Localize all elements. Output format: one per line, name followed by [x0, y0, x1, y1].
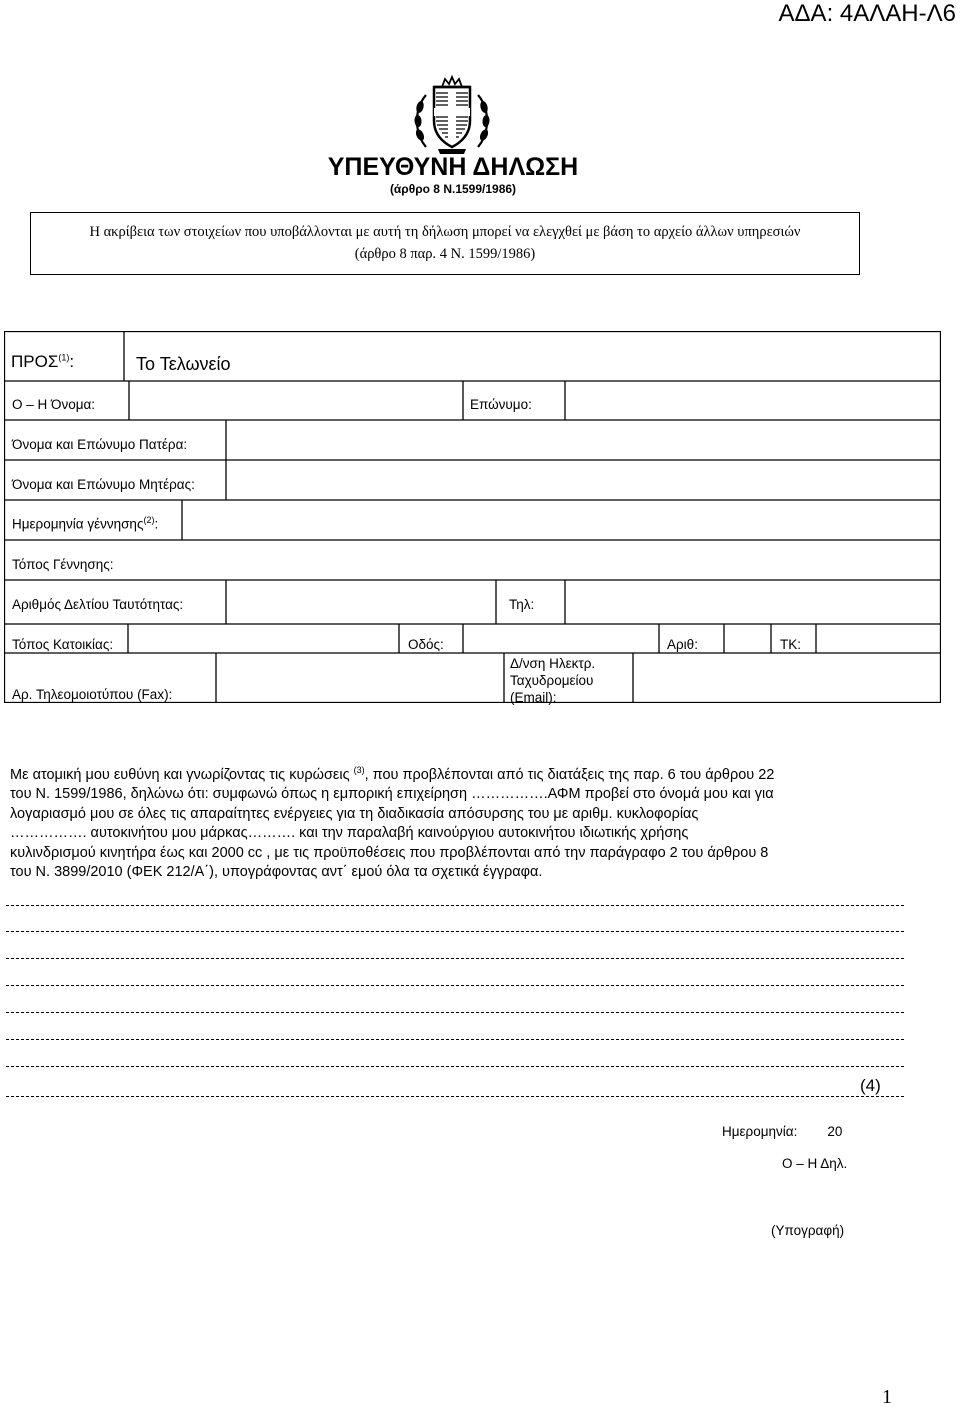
penalties-footnote-ref: (3) — [353, 765, 365, 775]
email-label-line-2: Ταχυδρομείου — [510, 673, 594, 688]
notice-line-2: (άρθρο 8 παρ. 4 Ν. 1599/1986) — [354, 246, 536, 262]
fax-label: Αρ. Τηλεομοιοτύπου (Fax): — [12, 687, 173, 702]
dashed-fill-line — [6, 1012, 904, 1013]
body-line-5: κυλινδρισμού κινητήρα έως και 2000 cc , με τις προϋποθέσεις που προβλέπονται από την παράγραφο 2 του άρθρου 8 — [10, 844, 769, 861]
dashed-fill-line — [6, 985, 904, 986]
signature-label: (Υπογραφή) — [771, 1223, 845, 1238]
document-subtitle: (άρθρο 8 Ν.1599/1986) — [389, 182, 517, 196]
pros-label: ΠΡΟΣ$^{(1)}$: — [11, 352, 75, 371]
email-label-line-1: Δ/νση Ηλεκτρ. — [510, 656, 596, 671]
dashed-fill-line — [6, 958, 904, 959]
document-title: ΥΠΕΥΘΥΝΗ ΔΗΛΩΣΗ — [327, 153, 579, 181]
dashed-fill-line — [6, 1039, 904, 1040]
footnote-4-marker: (4) — [860, 1076, 881, 1095]
dashed-fill-line — [6, 931, 904, 932]
body-line-1: Με ατομική μου ευθύνη και γνωρίζοντας τις κυρώσεις $^{(3)}$, που προβλέπονται από τις διατάξεις της παρ. 6 του άρθρου 22 — [10, 765, 775, 783]
date-label: Ημερομηνία: — [722, 1124, 798, 1139]
dashed-fill-line — [6, 1096, 904, 1097]
declarant-label: Ο – Η Δηλ. — [782, 1156, 848, 1171]
street-number-label: Αριθ: — [667, 637, 698, 652]
accuracy-notice-box — [30, 212, 860, 275]
surname-field-label: Επώνυμο: — [470, 397, 532, 412]
date-line — [722, 1124, 842, 1139]
email-label-line-3: (Email): — [510, 690, 557, 705]
name-field-label: Ο – Η Όνομα: — [12, 397, 96, 412]
greek-coat-of-arms-emblem — [412, 75, 492, 155]
notice-line-1: Η ακρίβεια των στοιχείων που υποβάλλονται με αυτή τη δήλωση μπορεί να ελεγχθεί με βάση το αρχείο άλλων υπηρεσιών — [89, 224, 801, 240]
dashed-fill-line — [6, 1066, 904, 1067]
birthplace-label: Τόπος Γέννησης: — [12, 557, 114, 572]
body-line-6: του Ν. 3899/2010 (ΦΕΚ 212/Α΄), υπογράφοντας αντ΄ εμού όλα τα σχετικά έγγραφα. — [10, 864, 543, 881]
dashed-fill-line — [6, 905, 904, 906]
pros-recipient: Το Τελωνείο — [136, 354, 231, 374]
page-number: 1 — [882, 1386, 892, 1408]
birthdate-footnote-ref: (2) — [143, 515, 155, 525]
email-label — [510, 655, 595, 706]
body-line-3: λογαριασμό μου σε όλες τις απαραίτητες ενέργειες για τη διαδικασία απόσυρσης του με αριθμ. κυκλοφορίας — [10, 805, 699, 822]
birthdate-label: Ημερομηνία γέννησης$^{(2)}$: — [12, 515, 159, 532]
postcode-label: ΤΚ: — [780, 637, 802, 652]
phone-label: Τηλ: — [509, 597, 535, 612]
year-prefix: 20 — [827, 1124, 843, 1139]
id-card-label: Αριθμός Δελτίου Ταυτότητας: — [12, 597, 184, 612]
body-line-4: ……………. αυτοκινήτου μου μάρκας………. και την παραλαβή καινούργιου αυτοκινήτου ιδιωτικής χρήσης — [10, 825, 689, 842]
declaration-form — [4, 331, 941, 703]
father-name-label: Όνομα και Επώνυμο Πατέρα: — [12, 437, 188, 452]
pros-footnote-ref: (1) — [58, 352, 70, 363]
street-label: Οδός: — [408, 637, 444, 652]
residence-label: Τόπος Κατοικίας: — [12, 637, 114, 652]
ada-code: ΑΔΑ: 4ΑΛΑΗ-Λ6 — [778, 0, 956, 27]
declaration-body — [10, 761, 890, 883]
mother-name-label: Όνομα και Επώνυμο Μητέρας: — [12, 477, 195, 492]
body-line-2: του Ν. 1599/1986, δηλώνω ότι: συμφωνώ όπως η εμπορική επιχείρηση …………….ΑΦΜ προβεί στο όνομά μου και για — [10, 786, 774, 803]
